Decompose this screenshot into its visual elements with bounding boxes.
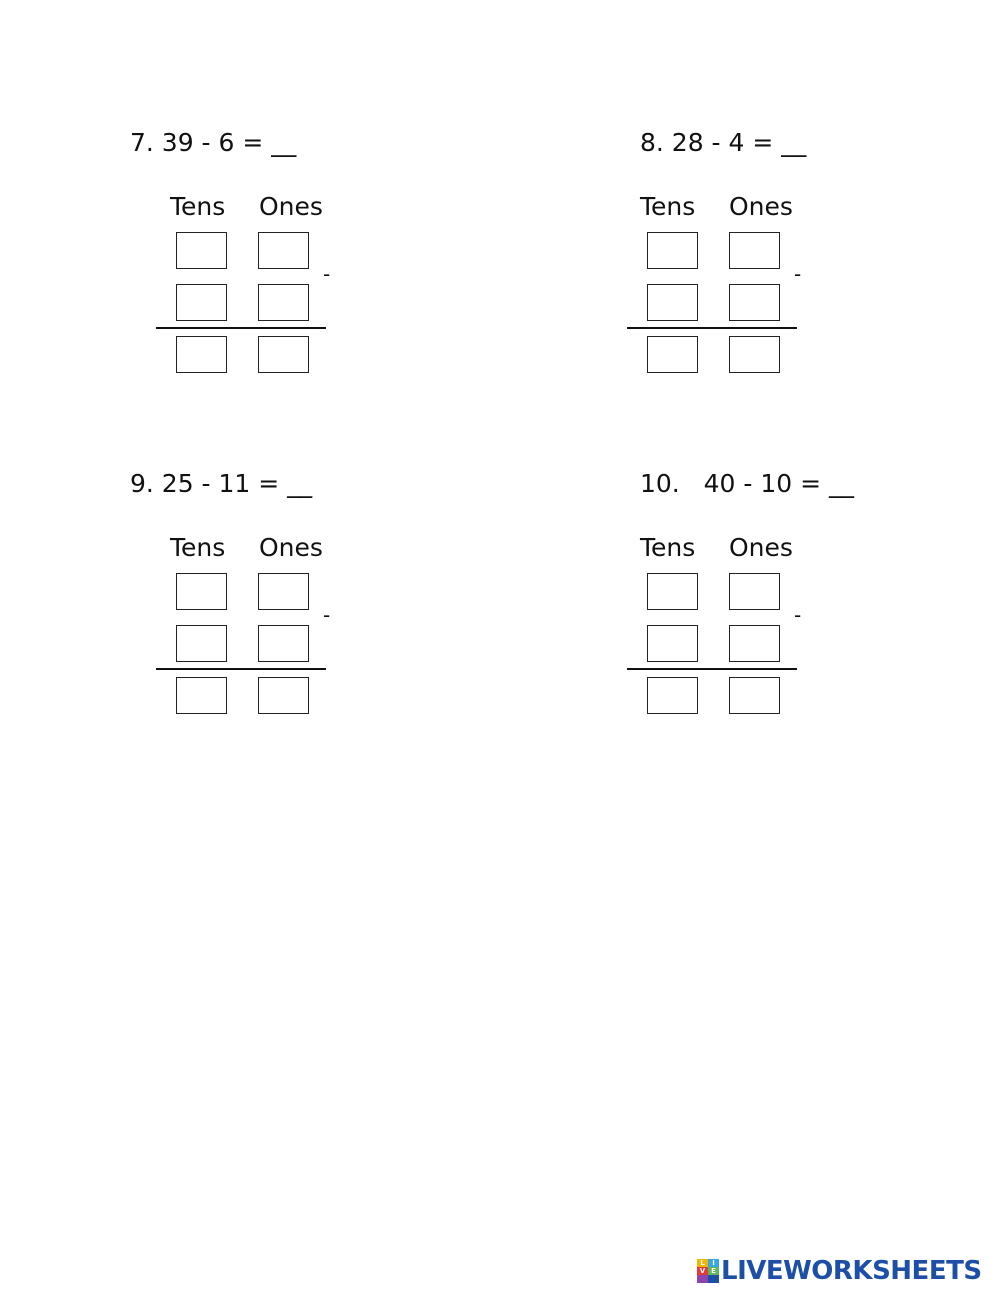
ones-label: Ones bbox=[259, 192, 323, 221]
equation-text: 7. 39 - 6 = __ bbox=[130, 128, 297, 157]
liveworksheets-logo-icon bbox=[697, 1259, 719, 1283]
equation-text: 8. 28 - 4 = __ bbox=[640, 128, 807, 157]
minus-sign: - bbox=[323, 262, 331, 286]
answer-line bbox=[627, 327, 797, 329]
tens-label: Tens bbox=[170, 192, 226, 221]
logo-block bbox=[697, 1275, 708, 1283]
minus-sign: - bbox=[323, 603, 331, 627]
minuend-ones-box[interactable] bbox=[258, 573, 309, 610]
subtrahend-tens-box[interactable] bbox=[647, 284, 698, 321]
answer-ones-box[interactable] bbox=[729, 677, 780, 714]
minuend-ones-box[interactable] bbox=[729, 573, 780, 610]
answer-tens-box[interactable] bbox=[176, 677, 227, 714]
answer-line bbox=[156, 327, 326, 329]
subtrahend-tens-box[interactable] bbox=[647, 625, 698, 662]
problem-9 bbox=[130, 469, 350, 719]
logo-block: I bbox=[708, 1259, 719, 1267]
subtrahend-tens-box[interactable] bbox=[176, 284, 227, 321]
logo-block: V bbox=[697, 1267, 708, 1275]
logo-text: LIVEWORKSHEETS bbox=[721, 1256, 982, 1286]
tens-label: Tens bbox=[170, 533, 226, 562]
minuend-tens-box[interactable] bbox=[647, 232, 698, 269]
answer-line bbox=[627, 668, 797, 670]
logo-block bbox=[708, 1275, 719, 1283]
ones-label: Ones bbox=[259, 533, 323, 562]
answer-ones-box[interactable] bbox=[729, 336, 780, 373]
liveworksheets-logo[interactable] bbox=[697, 1254, 982, 1288]
subtrahend-ones-box[interactable] bbox=[258, 284, 309, 321]
answer-line bbox=[156, 668, 326, 670]
problem-8 bbox=[640, 128, 860, 378]
minuend-ones-box[interactable] bbox=[729, 232, 780, 269]
minuend-ones-box[interactable] bbox=[258, 232, 309, 269]
tens-label: Tens bbox=[640, 192, 696, 221]
minuend-tens-box[interactable] bbox=[176, 573, 227, 610]
logo-block: L bbox=[697, 1259, 708, 1267]
minus-sign: - bbox=[794, 262, 802, 286]
minuend-tens-box[interactable] bbox=[647, 573, 698, 610]
answer-tens-box[interactable] bbox=[647, 336, 698, 373]
problem-7 bbox=[130, 128, 350, 378]
minus-sign: - bbox=[794, 603, 802, 627]
tens-label: Tens bbox=[640, 533, 696, 562]
subtrahend-ones-box[interactable] bbox=[729, 284, 780, 321]
answer-ones-box[interactable] bbox=[258, 677, 309, 714]
logo-block: E bbox=[708, 1267, 719, 1275]
equation-text: 10. 40 - 10 = __ bbox=[640, 469, 854, 498]
problem-10 bbox=[640, 469, 880, 719]
equation-text: 9. 25 - 11 = __ bbox=[130, 469, 313, 498]
minuend-tens-box[interactable] bbox=[176, 232, 227, 269]
subtrahend-ones-box[interactable] bbox=[729, 625, 780, 662]
ones-label: Ones bbox=[729, 192, 793, 221]
answer-tens-box[interactable] bbox=[176, 336, 227, 373]
answer-ones-box[interactable] bbox=[258, 336, 309, 373]
ones-label: Ones bbox=[729, 533, 793, 562]
answer-tens-box[interactable] bbox=[647, 677, 698, 714]
subtrahend-ones-box[interactable] bbox=[258, 625, 309, 662]
subtrahend-tens-box[interactable] bbox=[176, 625, 227, 662]
